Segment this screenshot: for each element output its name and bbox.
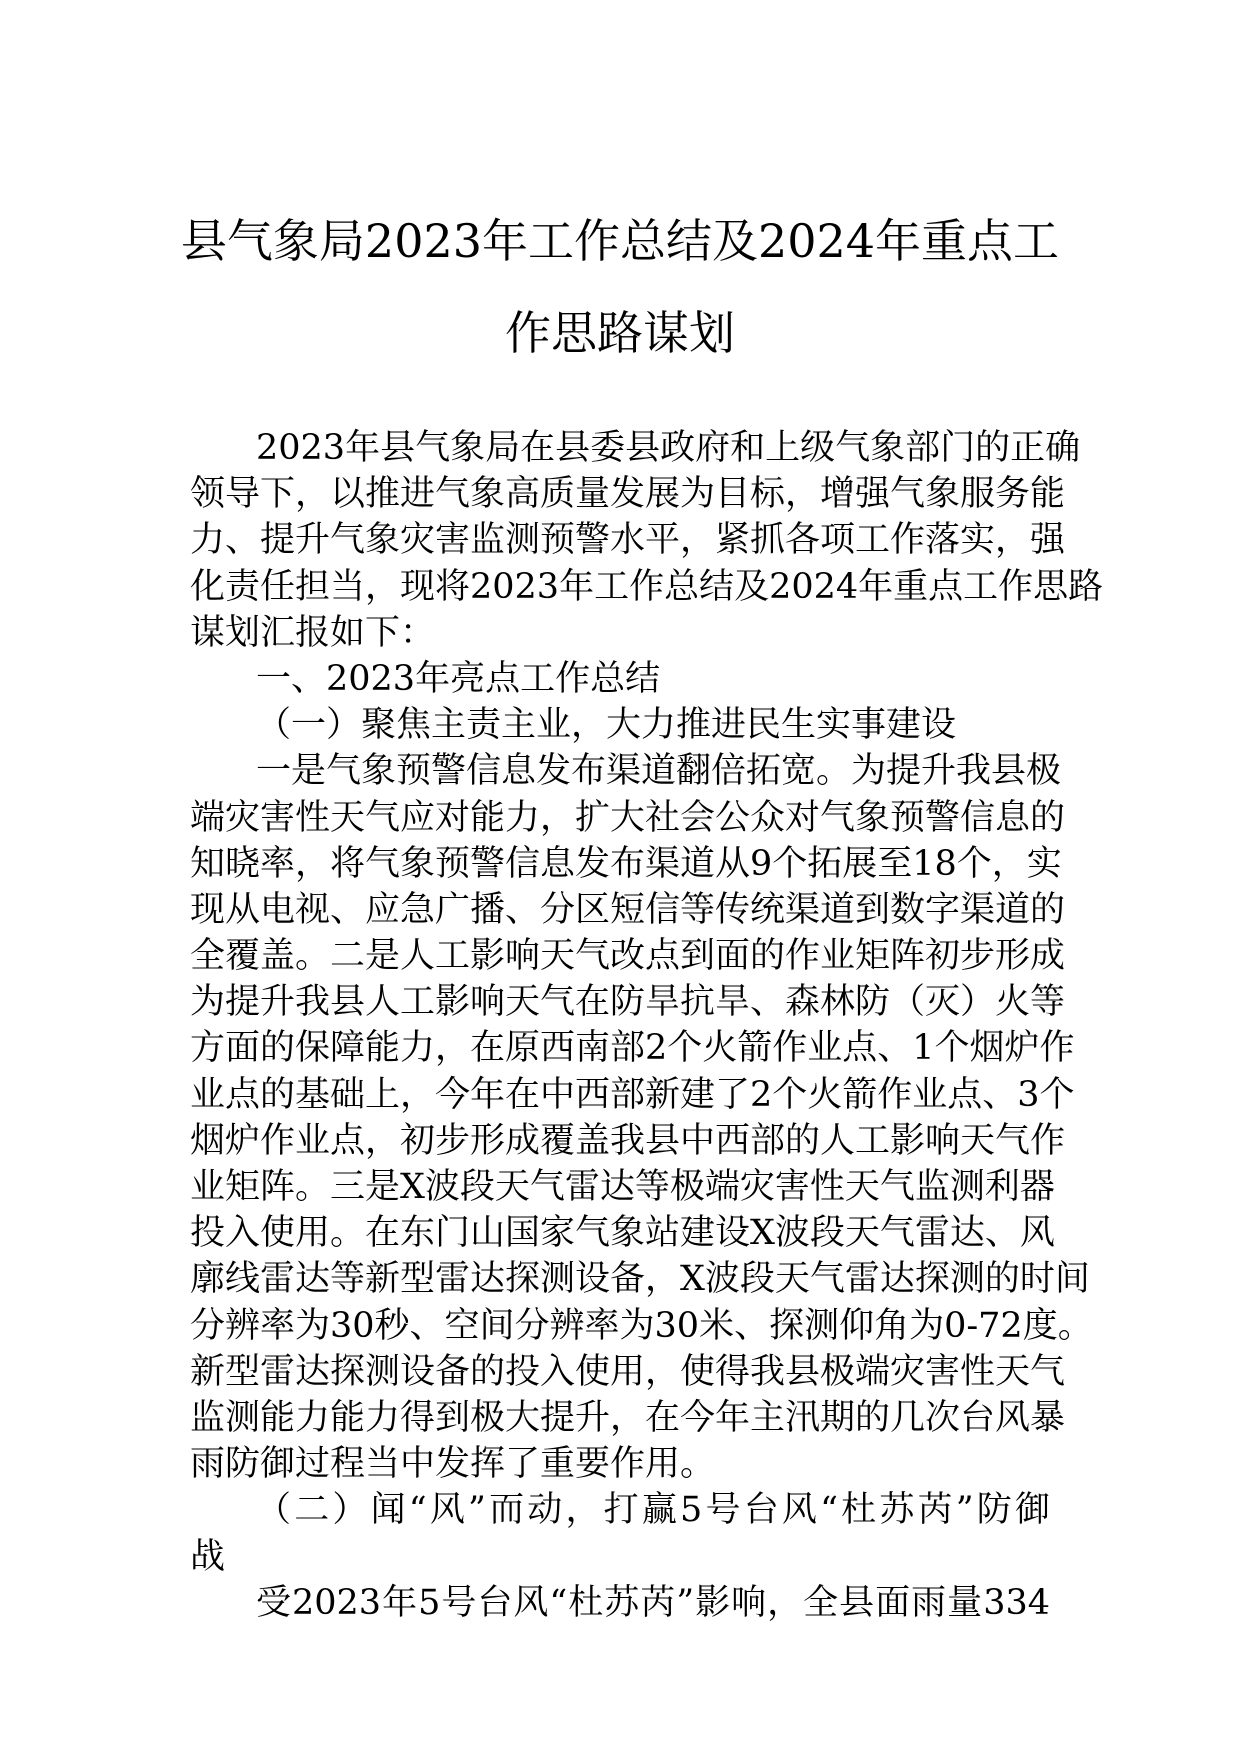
body-text-line: 一、2023年亮点工作总结 [256,658,661,699]
body-text-line: 受2023年5号台风“杜苏芮”影响，全县面雨量334 [256,1582,1050,1623]
document-title-line-1: 县气象局2023年工作总结及2024年重点工 [180,214,1060,268]
body-text-line: 廓线雷达等新型雷达探测设备，X波段天气雷达探测的时间 [190,1259,1090,1300]
body-text-line: 新型雷达探测设备的投入使用，使得我县极端灾害性天气 [190,1351,1066,1392]
body-text-line: 监测能力能力得到极大提升，在今年主汛期的几次台风暴 [190,1397,1066,1438]
body-text-line: 为提升我县人工影响天气在防旱抗旱、森林防（灭）火等 [190,982,1066,1023]
body-text-line: 业矩阵。三是X波段天气雷达等极端灾害性天气监测利器 [190,1167,1055,1207]
body-text-line: 投入使用。在东门山国家气象站建设X波段天气雷达、风 [190,1213,1055,1254]
body-text-line: 2023年县气象局在县委县政府和上级气象部门的正确 [256,428,1081,468]
body-text-line: 知晓率，将气象预警信息发布渠道从9个拓展至18个，实 [190,843,1062,884]
body-text-line: 一是气象预警信息发布渠道翻倍拓宽。为提升我县极 [256,751,1062,792]
body-text-line: 化责任担当，现将2023年工作总结及2024年重点工作思路 [190,566,1104,607]
body-text-line: 分辨率为30秒、空间分辨率为30米、探测仰角为0-72度。 [190,1305,1093,1346]
body-text-line: 烟炉作业点，初步形成覆盖我县中西部的人工影响天气作 [190,1120,1066,1161]
document-body [190,425,1104,1626]
body-text-line: （二）闻“风”而动，打赢5号台风“杜苏芮”防御 [256,1490,1050,1531]
body-text-line: 力、提升气象灾害监测预警水平，紧抓各项工作落实，强 [190,520,1066,561]
body-text-line: 全覆盖。二是人工影响天气改点到面的作业矩阵初步形成 [190,936,1066,977]
body-text-line: 方面的保障能力，在原西南部2个火箭作业点、1个烟炉作 [190,1028,1075,1069]
body-text-line: 现从电视、应急广播、分区短信等传统渠道到数字渠道的 [190,889,1066,930]
body-text-line: 领导下，以推进气象高质量发展为目标，增强气象服务能 [190,474,1066,515]
body-text-line: 谋划汇报如下： [190,612,436,653]
body-text-line: 业点的基础上，今年在中西部新建了2个火箭作业点、3个 [190,1074,1075,1115]
body-text-line: （一）聚焦主责主业，大力推进民生实事建设 [256,705,957,746]
body-text-line: 雨防御过程当中发挥了重要作用。 [190,1444,716,1485]
body-text-line: 端灾害性天气应对能力，扩大社会公众对气象预警信息的 [190,797,1066,838]
document-title-line-2: 作思路谋划 [505,306,735,360]
body-text-line: 战 [190,1536,226,1577]
